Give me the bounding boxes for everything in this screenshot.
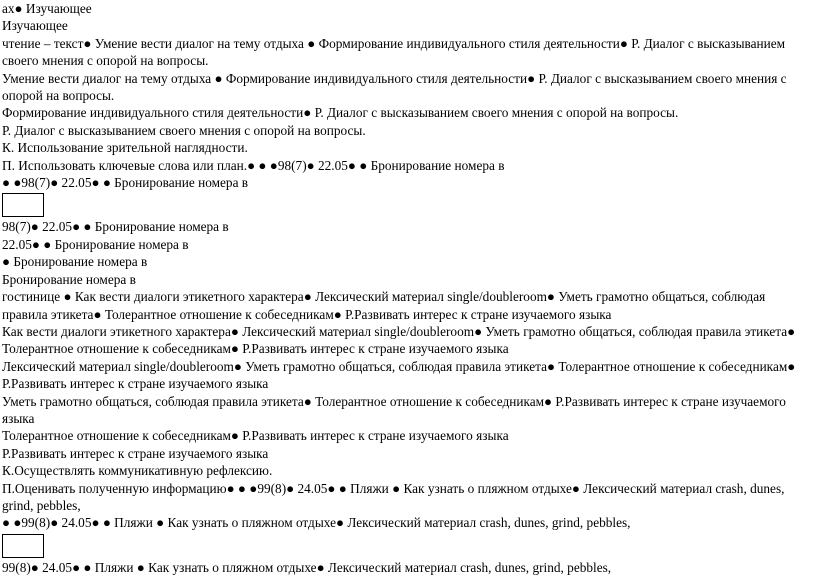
- text-line-6: Р. Диалог с высказыванием своего мнения с опорой на вопросы.: [2, 122, 366, 138]
- text-line-9: ● ●98(7)● 22.05● ● Бронирование номера в: [2, 175, 249, 191]
- text-line-18: Толерантное отношение к собеседникам● Р.Развивать интерес к стране изучаемого языка: [2, 428, 509, 444]
- text-line-17: Уметь грамотно общаться, соблюдая правила этикета● Толерантное отношение к собеседникам● Р.Развивать интерес к стране изучаемого языка: [2, 393, 786, 426]
- text-line-15: Как вести диалоги этикетного характера● Лексический материал single/doubleroom● Уметь грамотно общаться, соблюдая правила этикета● Толерантное отношение к собеседникам● Р.Развивать интерес к стране изучаемого языка: [2, 323, 796, 357]
- text-line-21: П.Оценивать полученную информацию● ● ●99(8)● 24.05● ● Пляжи ● Как узнать о пляжном отдыхе● Лексический материал crash, dunes, grind, pebbles,: [2, 480, 785, 513]
- text-line-10: 98(7)● 22.05● ● Бронирование номера в: [2, 219, 229, 235]
- text-line-12: ● Бронирование номера в: [2, 254, 148, 270]
- text-line-22: ● ●99(8)● 24.05● ● Пляжи ● Как узнать о пляжном отдыхе● Лексический материал crash, dunes, grind, pebbles,: [2, 515, 631, 531]
- empty-box-1: [2, 193, 44, 217]
- text-line-19: Р.Развивать интерес к стране изучаемого языка: [2, 445, 269, 461]
- text-line-7: К. Использование зрительной наглядности.: [2, 140, 248, 156]
- text-line-5: Формирование индивидуального стиля деятельности● Р. Диалог с высказыванием своего мнения с опорой на вопросы.: [2, 105, 679, 121]
- text-line-14: гостинице ● Как вести диалоги этикетного характера● Лексический материал single/doubleroom● Уметь грамотно общаться, соблюдая правила этикета● Толерантное отношение к собеседникам● Р.Развивать интерес к стране изучаемого языка: [2, 289, 766, 322]
- text-line-8: П. Использовать ключевые слова или план.● ● ●98(7)● 22.05● ● Бронирование номера в: [2, 157, 505, 173]
- text-line-23: 99(8)● 24.05● ● Пляжи ● Как узнать о пляжном отдыхе● Лексический материал crash, dunes, grind, pebbles,: [2, 559, 612, 575]
- text-line-13: Бронирование номера в: [2, 271, 136, 287]
- text-line-2: Изучающее: [2, 18, 68, 34]
- text-line-11: 22.05● ● Бронирование номера в: [2, 236, 189, 252]
- empty-box-2: [2, 534, 44, 558]
- text-line-16: Лексический материал single/doubleroom● Уметь грамотно общаться, соблюдая правила этикета● Толерантное отношение к собеседникам● Р.Развивать интерес к стране изучаемого языка: [2, 358, 796, 392]
- text-line-1: ах● Изучающее: [2, 1, 92, 16]
- text-line-20: К.Осуществлять коммуникативную рефлексию.: [2, 463, 273, 479]
- text-line-3: чтение – текст● Умение вести диалог на тему отдыха ● Формирование индивидуального стиля деятельности● Р. Диалог с высказыванием своего мнения с опорой на вопросы.: [2, 35, 786, 69]
- text-line-4: Умение вести диалог на тему отдыха ● Формирование индивидуального стиля деятельности● Р. Диалог с высказыванием своего мнения с опорой на вопросы.: [2, 70, 787, 104]
